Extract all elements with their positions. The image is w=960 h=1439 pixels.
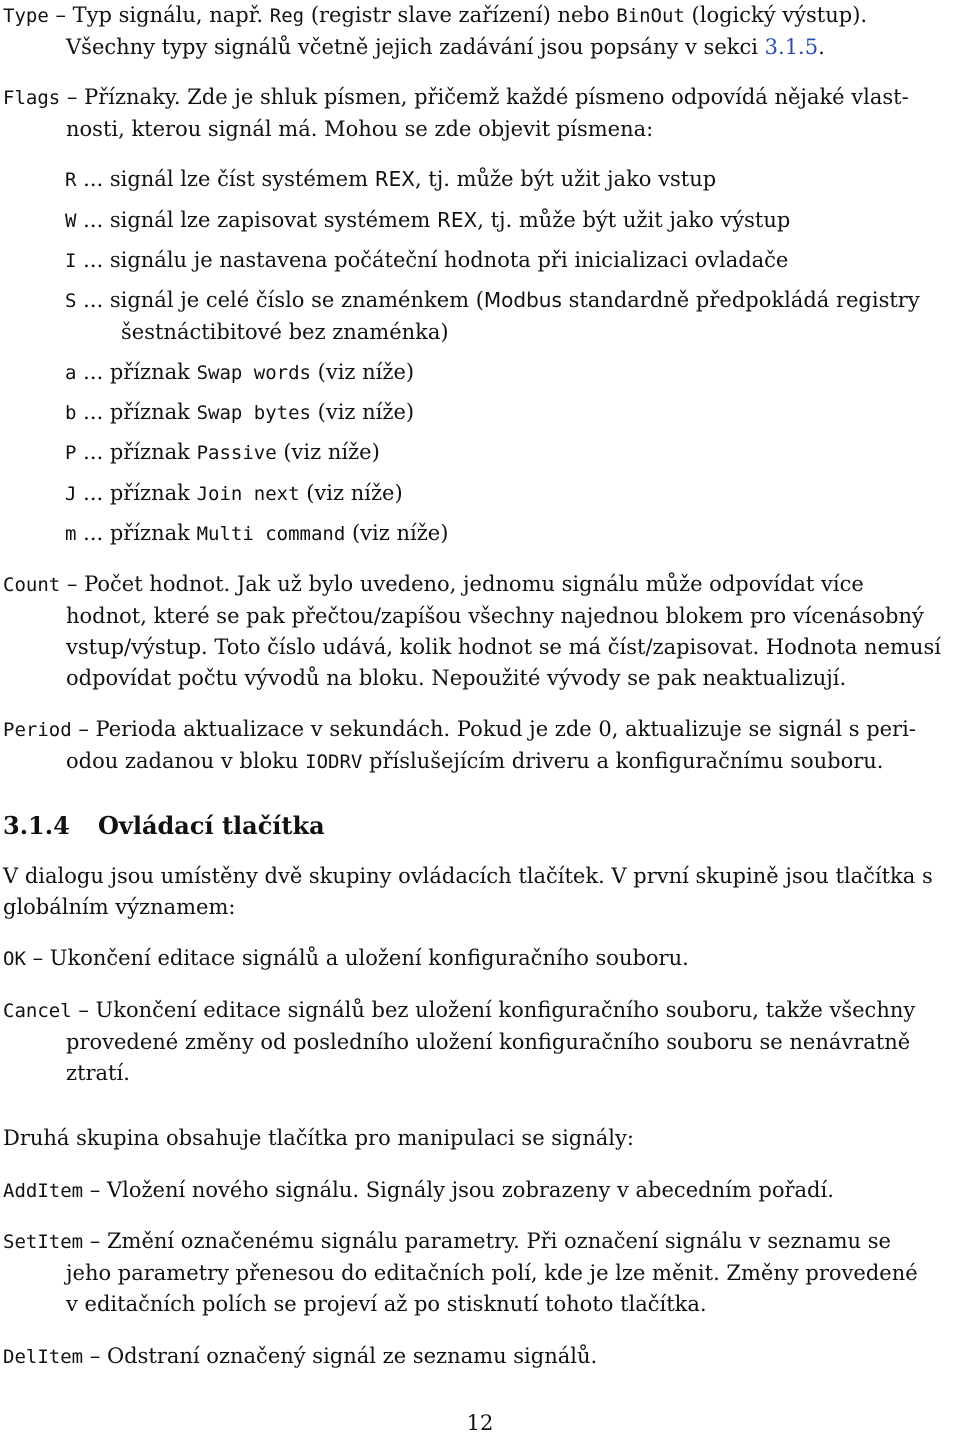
code-reg: Reg [269,5,305,27]
section-reference-link[interactable]: 3.1.5 [764,35,819,59]
flag-r: R ... signál lze číst systémem REX, tj. může být užit jako vstup [65,167,717,191]
term-type: Type [3,5,49,27]
section-title: Ovládací tlačítka [98,811,325,840]
definition-period: Period – Perioda aktualizace v sekundách. Pokud je zde 0, aktualizuje se signál s peri- odou zadanou v bloku IODRV příslušejícím driveru a konfiguračnímu souboru. [3,717,916,773]
term-cancel: Cancel [3,1000,72,1022]
definition-flags: Flags – Příznaky. Zde je shluk písmen, přičemž každé písmeno odpovídá nějaké vlast- nosti, kterou signál má. Mohou se zde objevit písmena: [3,85,909,141]
term-ok: OK [3,948,26,970]
code-binout: BinOut [616,5,685,27]
term-count: Count [3,574,61,596]
code-iodrv: IODRV [305,751,363,773]
flag-i: I ... signálu je nastavena počáteční hodnota při inicializaci ovladače [65,248,789,272]
flag-a: a ... příznak Swap words (viz níže) [65,360,415,384]
definition-type: Type – Typ signálu, např. Reg (registr slave zařízení) nebo BinOut (logický výstup). Všechny typy signálů včetně jejich zadávání jsou popsány v sekci 3.1.5. [3,3,868,59]
definition-ok: OK – Ukončení editace signálů a uložení konfiguračního souboru. [3,946,689,970]
intro-paragraph: V dialogu jsou umístěny dvě skupiny ovládacích tlačítek. V první skupině jsou tlačítka s globálním významem: [3,864,933,919]
definition-additem: AddItem – Vložení nového signálu. Signály jsou zobrazeny v abecedním pořadí. [3,1178,834,1202]
flag-w: W ... signál lze zapisovat systémem REX, tj. může být užit jako výstup [65,208,791,232]
flag-s: S ... signál je celé číslo se znaménkem (Modbus standardně předpokládá registry šestnáctibitové bez znaménka) [65,288,920,344]
section-heading [3,810,325,841]
term-additem: AddItem [3,1180,84,1202]
term-period: Period [3,719,72,741]
term-setitem: SetItem [3,1231,84,1253]
flag-p: P ... příznak Passive (viz níže) [65,440,380,464]
flag-b: b ... příznak Swap bytes (viz níže) [65,400,415,424]
definition-setitem: SetItem – Změní označenému signálu parametry. Při označení signálu v seznamu se jeho parametry přenesou do editačních polí, kde je lze měnit. Změny provedené v editačních polích se projeví až po stisknutí tohoto tlačítka. [3,1229,918,1316]
definition-cancel: Cancel – Ukončení editace signálů bez uložení konfiguračního souboru, takže všechny provedené změny od posledního uložení konfiguračního souboru se nenávratně ztratí. [3,998,916,1085]
definition-count: Count – Počet hodnot. Jak už bylo uvedeno, jednomu signálu může odpovídat více hodnot, které se pak přečtou/zapíšou všechny najednou blokem pro vícenásobný vstup/výstup. Toto číslo udává, kolik hodnot se má číst/zapisovat. Hodnota nemusí odpovídat počtu vývodů na bloku. Nepoužité vývody se pak neaktualizují. [3,572,941,690]
term-delitem: DelItem [3,1346,84,1368]
second-group-paragraph: Druhá skupina obsahuje tlačítka pro manipulaci se signály: [3,1126,634,1150]
definition-delitem: DelItem – Odstraní označený signál ze seznamu signálů. [3,1344,598,1368]
flag-j: J ... příznak Join next (viz níže) [65,481,403,505]
flag-m: m ... příznak Multi command (viz níže) [65,521,449,545]
term-flags: Flags [3,87,61,109]
section-number: 3.1.4 [3,811,70,840]
page-number: 12 [466,1411,494,1435]
